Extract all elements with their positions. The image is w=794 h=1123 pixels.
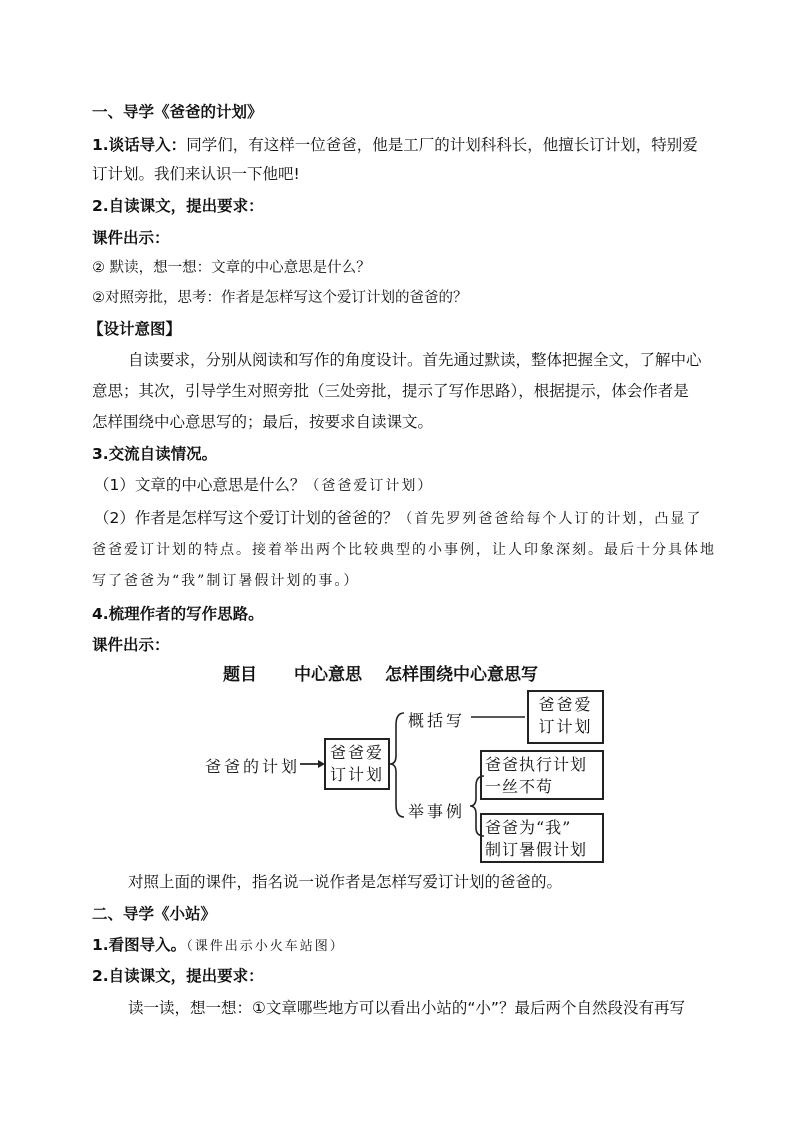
section2-item1 [92, 935, 732, 957]
diagram-leaf-top [527, 690, 604, 744]
diagram-branch-summary: 概括写 [408, 711, 466, 730]
item4-heading: 4.梳理作者的写作思路。 [92, 605, 264, 623]
answer-2-handwritten: （首先罗列爸爸给每个人订的计划，凸显了 [398, 511, 703, 527]
section1-heading: 一、导学《爸爸的计划》 [92, 103, 263, 121]
after-diagram-text: 对照上面的课件，指名说一说作者是怎样写爱订计划的爸爸的。 [128, 873, 563, 891]
section2-read-instruction: 读一读，想一想：①文章哪些地方可以看出小站的“小”？最后两个自然段没有再写 [128, 999, 685, 1017]
section2-item1-label: 1.看图导入。 [92, 936, 187, 954]
answer-1-handwritten: （爸爸爱订计划） [305, 478, 434, 494]
diagram-col-title-1: 题目 [223, 665, 257, 685]
diagram-leaf-mid [480, 750, 604, 800]
answer-2-question: （2）作者是怎样写这个爱订计划的爸爸的？ [94, 509, 399, 527]
diagram-col-title-3: 怎样围绕中心意思写 [385, 665, 538, 685]
question-1: ② 默读，想一想：文章的中心意思是什么？ [92, 260, 371, 276]
answer-2-cont-1: 爸爸爱订计划的特点。接着举出两个比较典型的小事例，让人印象深刻。最后十分具体地 [92, 542, 716, 558]
leaf-bot-line-2: 制订暑假计划 [485, 840, 588, 859]
diagram-title-node: 爸爸的计划 [205, 757, 301, 776]
question-2: ②对照旁批，思考：作者是怎样写这个爱订计划的爸爸的？ [92, 290, 468, 306]
design-para-1: 自读要求，分别从阅读和写作的角度设计。首先通过默读，整体把握全文，了解中心 [128, 351, 702, 369]
leaf-bot-line-1: 爸爸为“我” [485, 818, 572, 837]
center-line-2: 订计划 [329, 765, 384, 784]
answer-2-cont-2: 写了爸爸为“我”制订暑假计划的事。） [92, 573, 360, 589]
leaf-top-line-1: 爸爸爱 [538, 695, 593, 714]
section2-heading: 二、导学《小站》 [92, 905, 217, 923]
answer-1-question: （1）文章的中心意思是什么？ [94, 476, 306, 494]
diagram-col-title-2: 中心意思 [294, 665, 362, 685]
diagram-leaf-bottom [480, 813, 604, 863]
item3-heading: 3.交流自读情况。 [92, 445, 218, 463]
item2-heading: 2.自读课文，提出要求： [92, 197, 264, 215]
item1-label: 1.谈话导入： [92, 136, 187, 154]
leaf-top-line-2: 订计划 [538, 717, 593, 736]
leaf-mid-line-1: 爸爸执行计划 [485, 755, 588, 774]
center-line-1: 爸爸爱 [329, 743, 384, 762]
design-para-3: 怎样围绕中心意思写的；最后，按要求自读课文。 [92, 413, 434, 431]
courseware-label: 课件出示： [92, 229, 170, 247]
courseware2-label: 课件出示： [92, 636, 170, 654]
section2-item1-handwritten: （课件出示小火车站图） [186, 939, 345, 954]
section2-item2: 2.自读课文，提出要求： [92, 967, 264, 985]
item1-text: 同学们，有这样一位爸爸，他是工厂的计划科科长，他擅长订计划，特别爱 [186, 136, 698, 154]
design-heading: 【设计意图】 [88, 320, 182, 338]
design-para-2: 意思；其次，引导学生对照旁批（三处旁批，提示了写作思路），根据提示，体会作者是 [92, 382, 689, 400]
leaf-mid-line-2: 一丝不苟 [485, 777, 554, 796]
item1-text-cont: 订计划。我们来认识一下他吧! [92, 165, 300, 183]
diagram-center-box [324, 738, 390, 790]
diagram-branch-examples: 举事例 [408, 802, 466, 821]
